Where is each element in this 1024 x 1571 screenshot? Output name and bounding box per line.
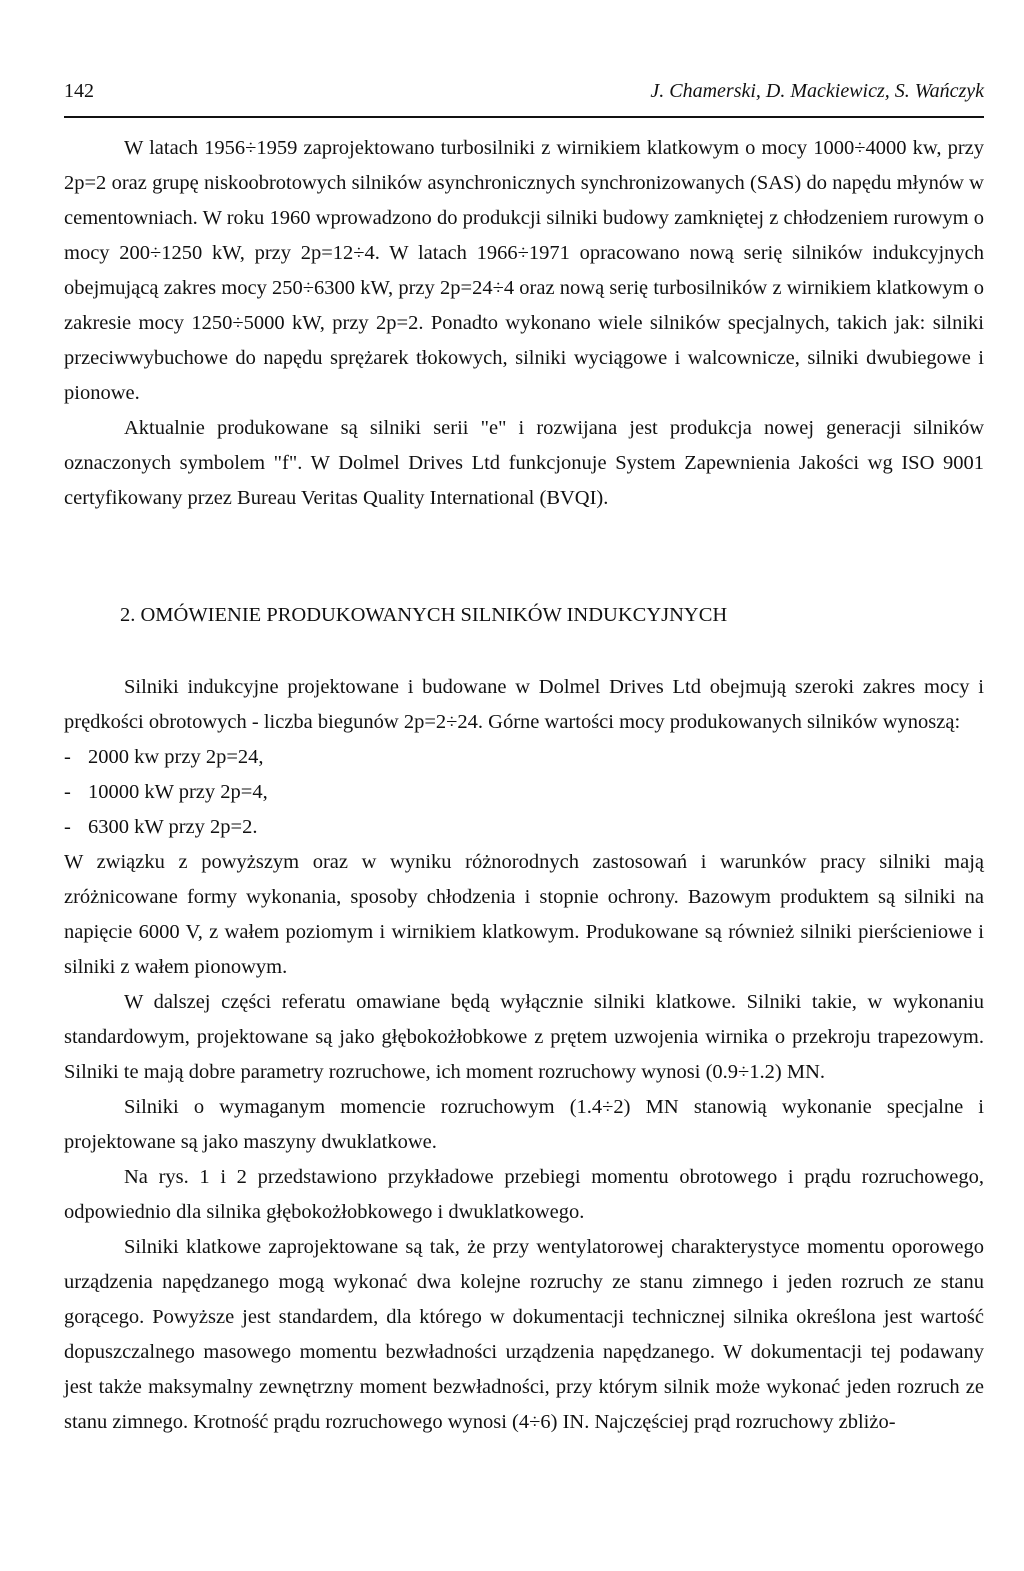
section-paragraph: W dalszej części referatu omawiane będą wyłącznie silniki klatkowe. Silniki takie, w wykonaniu standardowym, projektowane są jako głębokożłobkowe z prętem uzwojenia wirnika o przekroju trapezowym. Silniki te mają dobre parametry rozruchowe, ich moment rozruchowy wynosi (0.9÷1.2) MN. bbox=[64, 991, 984, 1083]
section-paragraph: Silniki o wymaganym momencie rozruchowym (1.4÷2) MN stanowią wykonanie specjalne i projektowane są jako maszyny dwuklatkowe. bbox=[64, 1096, 984, 1153]
list-item-text: 10000 kW przy 2p=4, bbox=[88, 781, 268, 803]
power-limits-list bbox=[64, 740, 984, 845]
intro-paragraph-1: W latach 1956÷1959 zaprojektowano turbosilniki z wirnikiem klatkowym o mocy 1000÷4000 kw, przy 2p=2 oraz grupę niskoobrotowych silników asynchronicznych synchronizowanych (SAS) do napędu młynów w cementowniach. W roku 1960 wprowadzono do produkcji silniki budowy zamkniętej z chłodzeniem rurowym o mocy 200÷1250 kW, przy 2p=12÷4. W latach 1966÷1971 opracowano nową serię silników indukcyjnych obejmującą zakres mocy 250÷6300 kW, przy 2p=24÷4 oraz nową serię turbosilników z wirnikiem klatkowym o zakresie mocy 1250÷5000 kW, przy 2p=2. Ponadto wykonano wiele silników specjalnych, takich jak: silniki przeciwwybuchowe do napędu sprężarek tłokowych, silniki wyciągowe i walcownicze, silniki dwubiegowe i pionowe. bbox=[64, 137, 984, 404]
list-item-text: 2000 kw przy 2p=24, bbox=[88, 746, 264, 768]
intro-paragraph-2: Aktualnie produkowane są silniki serii "e" i rozwijana jest produkcja nowej generacji silników oznaczonych symbolem "f". W Dolmel Drives Ltd funkcjonuje System Zapewnienia Jakości wg ISO 9001 certyfikowany przez Bureau Veritas Quality International (BVQI). bbox=[64, 417, 984, 509]
heading-spacer bbox=[64, 633, 984, 670]
list-item bbox=[64, 740, 984, 775]
list-item bbox=[64, 810, 984, 845]
section-paragraph-after-list: W związku z powyższym oraz w wyniku różnorodnych zastosowań i warunków pracy silniki mają zróżnicowane formy wykonania, sposoby chłodzenia i stopnie ochrony. Bazowym produktem są silniki na napięcie 6000 V, z wałem poziomym i wirnikiem klatkowym. Produkowane są również silniki pierścieniowe i silniki z wałem pionowym. bbox=[64, 851, 984, 978]
page-number: 142 bbox=[64, 80, 94, 102]
running-head bbox=[64, 80, 984, 110]
list-item bbox=[64, 775, 984, 810]
list-item-text: 6300 kW przy 2p=2. bbox=[88, 816, 258, 838]
list-dash: - bbox=[64, 746, 71, 768]
section-paragraph: Na rys. 1 i 2 przedstawiono przykładowe przebiegi momentu obrotowego i prądu rozruchowego, odpowiednio dla silnika głębokożłobkowego i dwuklatkowego. bbox=[64, 1166, 984, 1223]
list-dash: - bbox=[64, 816, 71, 838]
section-paragraph: Silniki klatkowe zaprojektowane są tak, że przy wentylatorowej charakterystyce momentu oporowego urządzenia napędzanego mogą wykonać dwa kolejne rozruchy ze stanu zimnego i jeden rozruch ze stanu gorącego. Powyższe jest standardem, dla którego w dokumentacji technicznej silnika określona jest wartość dopuszczalnego masowego momentu bezwładności urządzenia napędzanego. W dokumentacji tej podawany jest także maksymalny zewnętrzny moment bezwładności, przy którym silnik może wykonać jeden rozruch ze stanu zimnego. Krotność prądu rozruchowego wynosi (4÷6) IN. Najczęściej prąd rozruchowy zbliżo- bbox=[64, 1236, 984, 1433]
header-rule bbox=[64, 116, 984, 118]
section-paragraph-intro: Silniki indukcyjne projektowane i budowane w Dolmel Drives Ltd obejmują szeroki zakres mocy i prędkości obrotowych - liczba biegunów 2p=2÷24. Górne wartości mocy produkowanych silników wynoszą: bbox=[64, 676, 984, 733]
section-heading: 2. OMÓWIENIE PRODUKOWANYCH SILNIKÓW INDUKCYJNYCH bbox=[120, 604, 728, 626]
list-dash: - bbox=[64, 781, 71, 803]
running-head-authors: J. Chamerski, D. Mackiewicz, S. Wańczyk bbox=[650, 80, 984, 102]
